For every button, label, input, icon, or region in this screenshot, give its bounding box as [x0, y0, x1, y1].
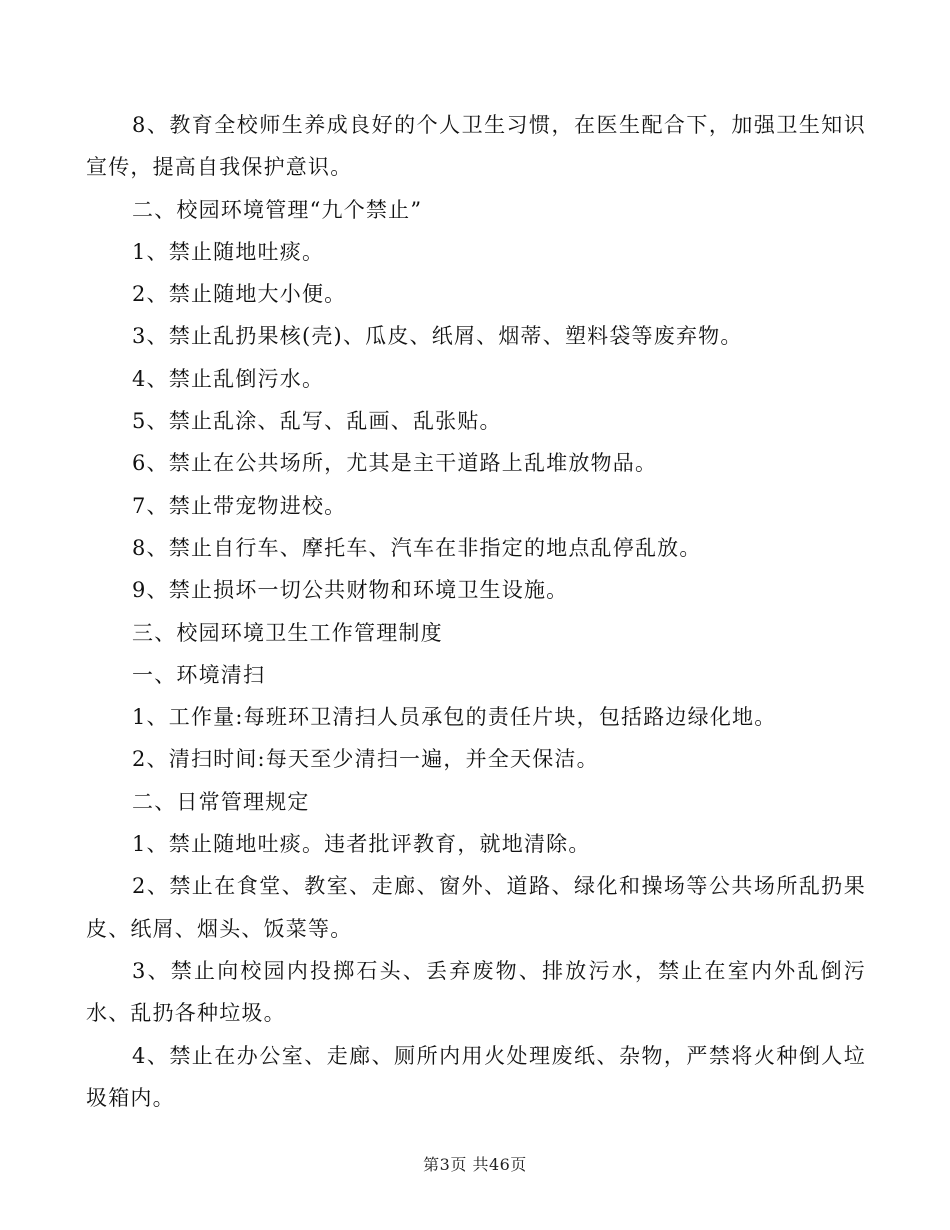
list-item: 7、禁止带宠物进校。: [132, 493, 347, 518]
document-body: [86, 104, 866, 1119]
list-item: 1、禁止随地吐痰。: [132, 239, 325, 264]
list-item: 9、禁止损坏一切公共财物和环境卫生设施。: [132, 578, 569, 603]
list-item: 2、禁止随地大小便。: [132, 282, 347, 307]
list-item: 6、禁止在公共场所，尤其是主干道路上乱堆放物品。: [132, 451, 658, 476]
list-item: 4、禁止在办公室、走廊、厕所内用火处理废纸、杂物，严禁将火种倒人垃圾箱内。: [86, 1043, 866, 1110]
section-heading-management-system: 三、校园环境卫生工作管理制度: [132, 620, 443, 645]
subsection-heading-cleaning: 一、环境清扫: [132, 662, 266, 687]
list-item: 2、禁止在食堂、教室、走廊、窗外、道路、绿化和操场等公共场所乱扔果皮、纸屑、烟头、饭菜等。: [86, 874, 866, 941]
list-item: 3、禁止乱扔果核(壳)、瓜皮、纸屑、烟蒂、塑料袋等废弃物。: [132, 324, 743, 349]
list-item: 1、工作量:每班环卫清扫人员承包的责任片块，包括路边绿化地。: [132, 705, 777, 730]
paragraph-item-8-hygiene-education: 8、教育全校师生养成良好的个人卫生习惯，在医生配合下，加强卫生知识宣传，提高自我保护意识。: [86, 113, 866, 180]
list-item: 3、禁止向校园内投掷石头、丢弃废物、排放污水，禁止在室内外乱倒污水、乱扔各种垃圾。: [86, 958, 866, 1026]
list-item: 5、禁止乱涂、乱写、乱画、乱张贴。: [132, 409, 502, 434]
list-item: 4、禁止乱倒污水。: [132, 366, 325, 391]
list-item: 2、清扫时间:每天至少清扫一遍，并全天保洁。: [132, 747, 599, 772]
section-heading-nine-prohibitions: 二、校园环境管理“九个禁止”: [132, 197, 423, 222]
list-item: 8、禁止自行车、摩托车、汽车在非指定的地点乱停乱放。: [132, 535, 702, 560]
list-item: 1、禁止随地吐痰。违者批评教育，就地清除。: [132, 832, 591, 857]
page-number-footer: 第3页 共46页: [423, 1155, 527, 1174]
subsection-heading-daily-rules: 二、日常管理规定: [132, 789, 310, 814]
